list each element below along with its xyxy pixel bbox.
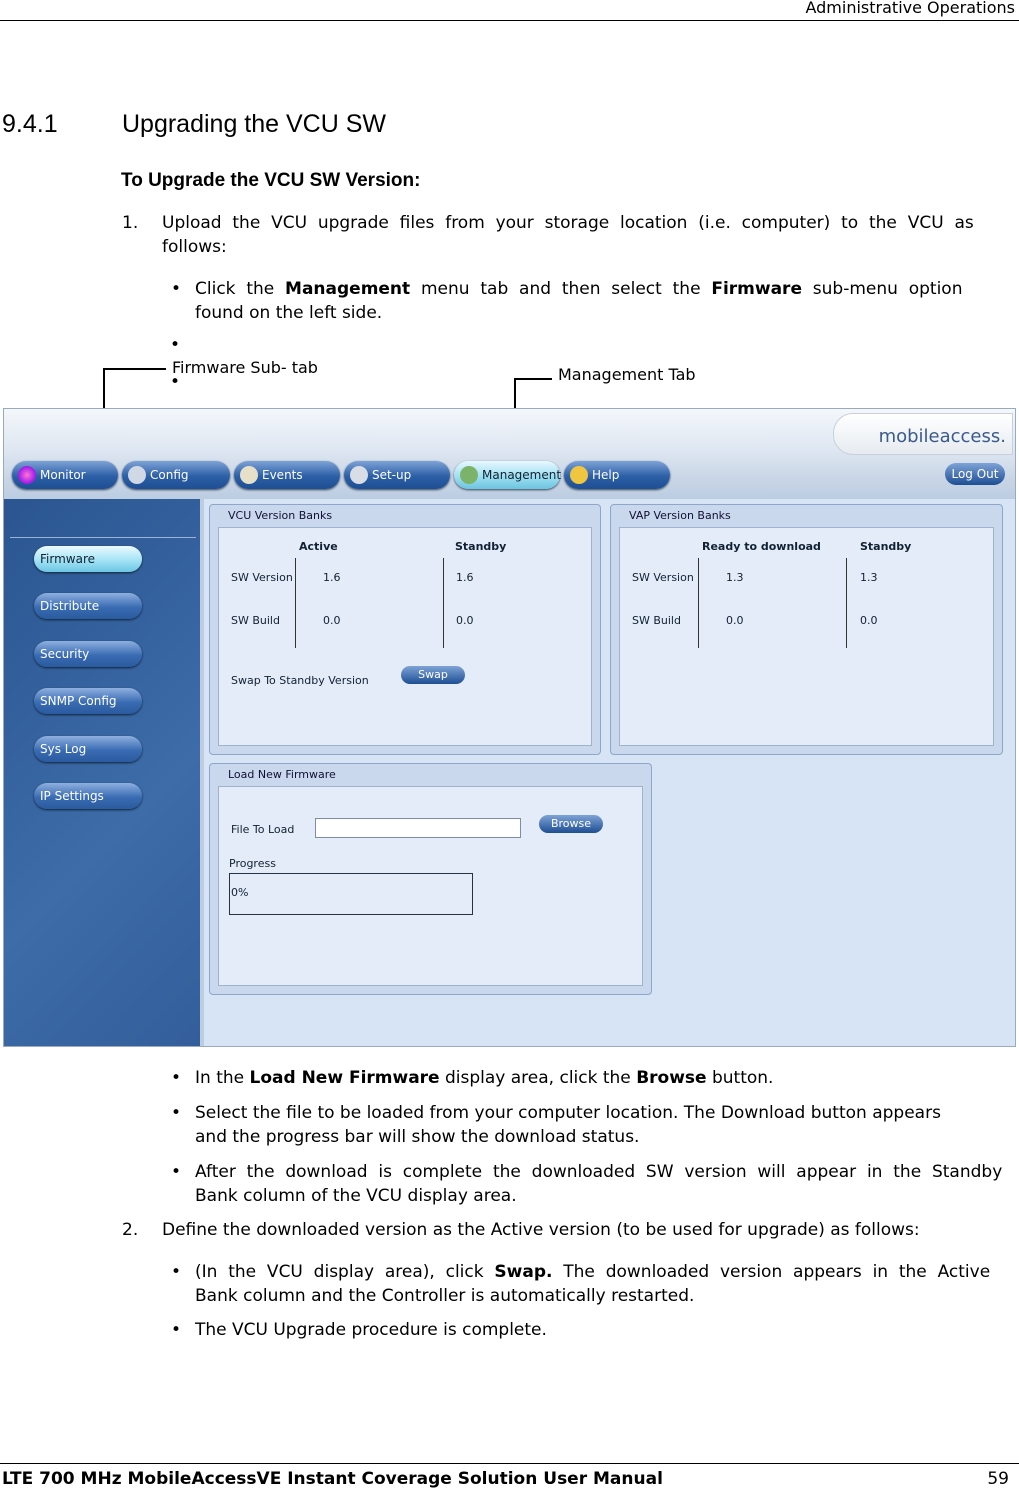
bullet-text: (In the VCU display area), click (195, 1262, 495, 1282)
bullet-text: The downloaded version appears in the Active (552, 1262, 991, 1282)
bullet-select-file: • Select the file to be loaded from your computer location. The Download button appears (195, 1101, 1015, 1125)
vap-version-banks-panel (610, 504, 1003, 755)
bullet-text: Click the (195, 279, 286, 299)
section-number: 9.4.1 (2, 110, 58, 138)
step2-bullet-complete: • The VCU Upgrade procedure is complete. (195, 1318, 547, 1342)
step1-text-line1: Upload the VCU upgrade files from your storage location (i.e. computer) to the VCU as (162, 213, 974, 233)
col-standby: Standby (455, 540, 507, 553)
sidebar-item-label: IP Settings (40, 789, 104, 803)
sidebar-item-label: Sys Log (40, 742, 87, 756)
ready-build: 0.0 (726, 614, 744, 627)
management-sidebar (4, 499, 200, 1046)
panel-body (218, 786, 643, 986)
tab-label: Monitor (40, 468, 86, 482)
sidebar-divider (10, 537, 196, 538)
col-standby: Standby (860, 540, 912, 553)
tab-events[interactable] (234, 461, 340, 489)
panel-body (218, 527, 592, 746)
tab-monitor[interactable] (12, 461, 118, 489)
sidebar-item-distribute[interactable] (34, 593, 142, 619)
header-rule (0, 20, 1019, 21)
page-number: 59 (987, 1469, 1009, 1489)
bullet-bold-management: Management (285, 279, 411, 299)
mobileaccess-logo (833, 413, 1013, 455)
progress-label: Progress (229, 857, 276, 870)
tools-icon (350, 466, 368, 484)
tab-label: Management (482, 468, 562, 482)
row-sw-build: SW Build (231, 614, 280, 627)
panel-title: VCU Version Banks (228, 509, 333, 522)
management-icon (460, 466, 478, 484)
step2-number: 2. (122, 1220, 139, 1240)
bullet-text: button. (706, 1068, 774, 1088)
row-sw-version: SW Version (231, 571, 293, 584)
running-header: Administrative Operations (805, 0, 1015, 17)
column-divider (698, 558, 699, 648)
bullet-bold: Load New Firmware (249, 1068, 440, 1088)
file-to-load-label: File To Load (231, 823, 295, 836)
content-area (204, 499, 1015, 1046)
tab-help[interactable] (564, 461, 670, 489)
tab-label: Help (592, 468, 620, 482)
row-sw-version: SW Version (632, 571, 694, 584)
bullet-text: In the (195, 1068, 250, 1088)
column-divider (443, 558, 444, 648)
bullet-select-file-line2: and the progress bar will show the download status. (195, 1127, 640, 1147)
file-to-load-input[interactable] (315, 818, 521, 838)
bullet-load-firmware (195, 1066, 773, 1090)
callout-leader-line (103, 368, 166, 370)
sidebar-item-label: SNMP Config (40, 694, 117, 708)
logo-text: mobileaccess. (878, 426, 1006, 447)
bullet-bold-firmware: Firmware (711, 279, 802, 299)
standby-version: 1.3 (860, 571, 878, 584)
app-screenshot (3, 408, 1016, 1047)
section-title: Upgrading the VCU SW (122, 110, 387, 138)
bullet-bold: Browse (636, 1068, 707, 1088)
browse-button[interactable]: Browse (539, 815, 603, 833)
sidebar-item-label: Distribute (40, 599, 100, 613)
sidebar-item-label: Security (40, 647, 90, 661)
column-divider (295, 558, 296, 648)
tab-setup[interactable] (344, 461, 450, 489)
sidebar-item-security[interactable] (34, 641, 142, 667)
bullet-text: menu tab and then select the (410, 279, 712, 299)
wrench-icon (128, 466, 146, 484)
footer-rule (0, 1463, 1019, 1464)
sidebar-item-firmware[interactable] (34, 546, 142, 572)
empty-bullet: • (170, 335, 181, 355)
standby-build: 0.0 (860, 614, 878, 627)
callout-leader-line (514, 378, 552, 380)
tab-label: Set-up (372, 468, 412, 482)
step1-text-line2: follows: (162, 237, 227, 257)
ready-version: 1.3 (726, 571, 744, 584)
col-ready-to-download: Ready to download (702, 540, 821, 553)
sidebar-item-ip-settings[interactable] (34, 783, 142, 809)
standby-version: 1.6 (456, 571, 474, 584)
sidebar-item-snmp-config[interactable] (34, 688, 142, 714)
col-active: Active (299, 540, 338, 553)
active-build: 0.0 (323, 614, 341, 627)
tab-label: Events (262, 468, 303, 482)
active-version: 1.6 (323, 571, 341, 584)
logout-button[interactable]: Log Out (945, 463, 1005, 485)
panel-title: VAP Version Banks (629, 509, 731, 522)
column-divider (846, 558, 847, 648)
panel-body (619, 527, 994, 746)
tab-config[interactable] (122, 461, 230, 489)
step1-bullet1 (195, 277, 1015, 301)
procedure-heading: To Upgrade the VCU SW Version: (121, 170, 421, 191)
step2-bullet-swap-line2: Bank column and the Controller is automatically restarted. (195, 1286, 695, 1306)
tab-management[interactable] (454, 461, 560, 489)
bullet-after-download: • After the download is complete the downloaded SW version will appear in the Standby (195, 1160, 1015, 1184)
footer-title: LTE 700 MHz MobileAccessVE Instant Coverage Solution User Manual (2, 1469, 663, 1489)
vcu-version-banks-panel (209, 504, 601, 755)
sidebar-item-label: Firmware (40, 552, 95, 566)
row-sw-build: SW Build (632, 614, 681, 627)
load-new-firmware-panel (209, 763, 652, 995)
step2-text: Define the downloaded version as the Active version (to be used for upgrade) as follows: (162, 1220, 920, 1240)
help-icon (570, 466, 588, 484)
section-heading (2, 110, 386, 139)
panel-title: Load New Firmware (228, 768, 336, 781)
bullet-bold-swap: Swap. (494, 1262, 553, 1282)
monitor-icon (18, 466, 36, 484)
bullet-after-download-line2: Bank column of the VCU display area. (195, 1186, 517, 1206)
swap-button[interactable]: Swap (401, 666, 465, 684)
callout-management-tab: Management Tab (558, 365, 696, 384)
tab-label: Config (150, 468, 189, 482)
step2-bullet-swap (195, 1260, 1015, 1284)
bullet-text: sub-menu option (801, 279, 963, 299)
events-icon (240, 466, 258, 484)
progress-bar (229, 873, 473, 915)
swap-label: Swap To Standby Version (231, 674, 369, 687)
empty-bullet: • (170, 372, 181, 392)
step1-number: 1. (122, 213, 139, 233)
step1-bullet1-line2: found on the left side. (195, 303, 383, 323)
sidebar-item-sys-log[interactable] (34, 736, 142, 762)
callout-firmware-subtab: Firmware Sub- tab (172, 358, 318, 377)
progress-value: 0% (231, 886, 249, 899)
standby-build: 0.0 (456, 614, 474, 627)
bullet-text: display area, click the (439, 1068, 637, 1088)
